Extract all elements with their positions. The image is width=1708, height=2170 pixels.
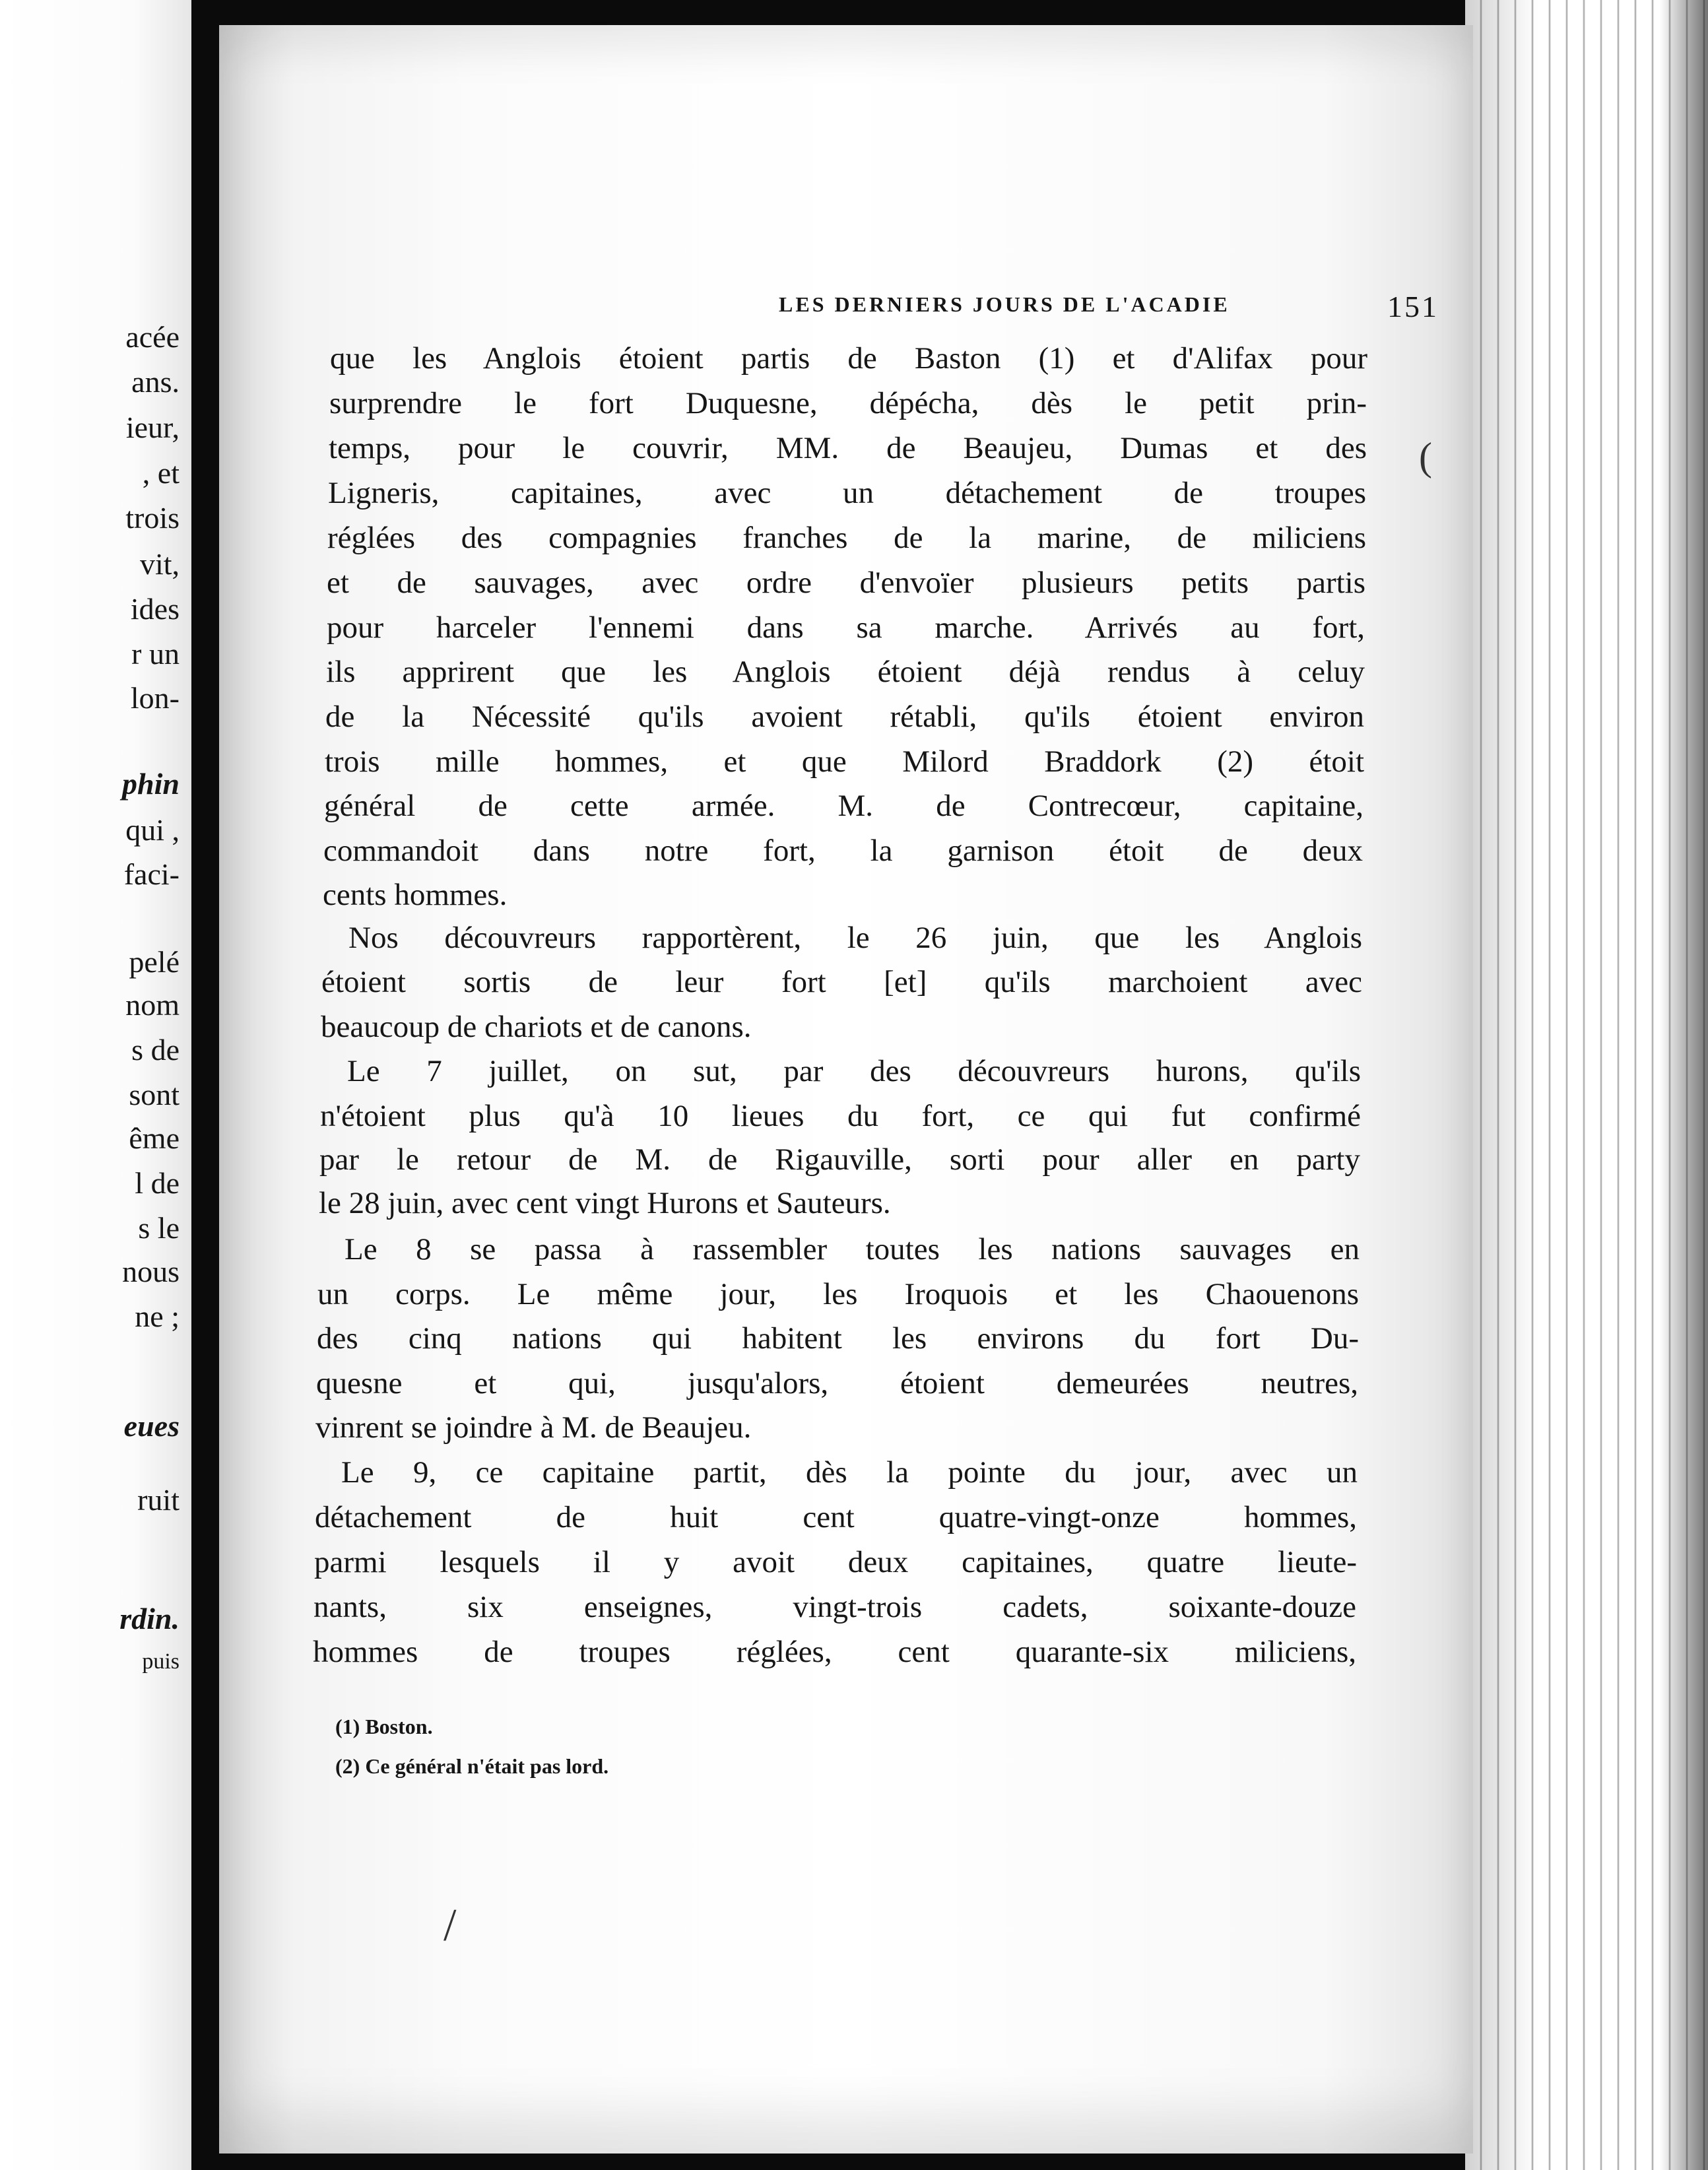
left-page-line: trois <box>125 501 180 535</box>
text-line: beaucoup de chariots et de canons. <box>321 1010 752 1044</box>
text-line: trois mille hommes, et que Milord Braddork (2) étoit <box>325 744 1364 779</box>
text-line: surprendre le fort Duquesne, dépécha, dès le petit prin- <box>329 386 1367 420</box>
text-line: Ligneris, capitaines, avec un détachement de troupes <box>328 476 1366 510</box>
text-line: par le retour de M. de Rigauville, sorti pour aller en party <box>319 1142 1360 1177</box>
stray-mark: ( <box>1419 435 1432 478</box>
text-line: général de cette armée. M. de Contrecœur, capitaine, <box>324 789 1363 823</box>
left-page-line: nom <box>125 988 180 1022</box>
footnote: (1) Boston. <box>335 1715 433 1738</box>
page-stack-shadow <box>1465 0 1708 2170</box>
left-page-line: ême <box>129 1121 180 1155</box>
text-line: quesne et qui, jusqu'alors, étoient demeurées neutres, <box>316 1366 1358 1400</box>
footnote: (2) Ce général n'était pas lord. <box>335 1754 609 1778</box>
text-line: ils apprirent que les Anglois étoient déjà rendus à celuy <box>326 655 1365 689</box>
left-page-line: s le <box>138 1211 180 1245</box>
running-title: LES DERNIERS JOURS DE L'ACADIE <box>779 292 1230 316</box>
text-line: nants, six enseignes, vingt-trois cadets, soixante-douze <box>313 1590 1356 1624</box>
left-page-line: vit, <box>139 547 180 581</box>
left-page-line: rdin. <box>119 1602 180 1635</box>
book-page <box>219 25 1473 2154</box>
text-line: des cinq nations qui habitent les environs du fort Du- <box>317 1321 1359 1356</box>
left-page-line: sont <box>129 1078 180 1111</box>
text-line: Le 9, ce capitaine partit, dès la pointe du jour, avec un <box>341 1455 1358 1490</box>
page-number: 151 <box>1387 290 1439 323</box>
left-facing-page <box>0 0 191 2170</box>
stray-mark: / <box>443 1900 457 1951</box>
text-line: temps, pour le couvrir, MM. de Beaujeu, Dumas et des <box>329 431 1367 465</box>
left-page-line: lon- <box>130 681 180 715</box>
left-page-line: ieur, <box>125 411 180 444</box>
text-line: un corps. Le même jour, les Iroquois et les Chaouenons <box>317 1277 1359 1311</box>
text-line: détachement de huit cent quatre-vingt-onze hommes, <box>315 1500 1357 1534</box>
left-page-line: l de <box>135 1166 180 1200</box>
text-line: commandoit dans notre fort, la garnison étoit de deux <box>323 834 1363 868</box>
text-line: vinrent se joindre à M. de Beaujeu. <box>315 1410 752 1445</box>
left-page-line: nous <box>122 1255 180 1288</box>
text-line: que les Anglois étoient partis de Baston (1) et d'Alifax pour <box>330 341 1367 376</box>
text-line: de la Nécessité qu'ils avoient rétabli, qu'ils étoient environ <box>325 700 1364 734</box>
text-line: parmi lesquels il y avoit deux capitaines, quatre lieute- <box>314 1545 1357 1579</box>
left-page-line: ides <box>130 592 180 626</box>
text-line: hommes de troupes réglées, cent quarante-six miliciens, <box>313 1635 1356 1669</box>
text-line: pour harceler l'ennemi dans sa marche. Arrivés au fort, <box>327 610 1365 645</box>
left-page-line: , et <box>142 456 180 490</box>
left-page-line: eues <box>123 1409 180 1443</box>
text-line: étoient sortis de leur fort [et] qu'ils marchoient avec <box>321 965 1362 999</box>
text-line: cents hommes. <box>323 878 508 912</box>
text-line: réglées des compagnies franches de la marine, de miliciens <box>327 521 1366 555</box>
text-line: et de sauvages, avec ordre d'envoïer plusieurs petits partis <box>327 566 1365 600</box>
left-page-line: ne ; <box>135 1299 180 1333</box>
left-page-line: faci- <box>123 857 180 891</box>
left-page-line: acée <box>125 320 180 354</box>
text-line: n'étoient plus qu'à 10 lieues du fort, ce qui fut confirmé <box>320 1099 1361 1133</box>
left-page-line: phin <box>122 767 180 801</box>
text-line: le 28 juin, avec cent vingt Hurons et Sauteurs. <box>319 1186 891 1220</box>
left-page-line: s de <box>131 1033 180 1067</box>
left-page-line: ans. <box>131 365 180 399</box>
left-page-line: pelé <box>129 945 180 979</box>
text-line: Le 8 se passa à rassembler toutes les nations sauvages en <box>345 1232 1360 1266</box>
text-line: Nos découvreurs rapportèrent, le 26 juin, que les Anglois <box>348 921 1362 955</box>
left-page-line: qui , <box>125 813 180 847</box>
left-page-line: ruit <box>137 1483 180 1517</box>
text-line: Le 7 juillet, on sut, par des découvreurs hurons, qu'ils <box>347 1054 1361 1088</box>
left-page-line: r un <box>131 637 180 671</box>
left-page-line: puis <box>142 1649 180 1674</box>
